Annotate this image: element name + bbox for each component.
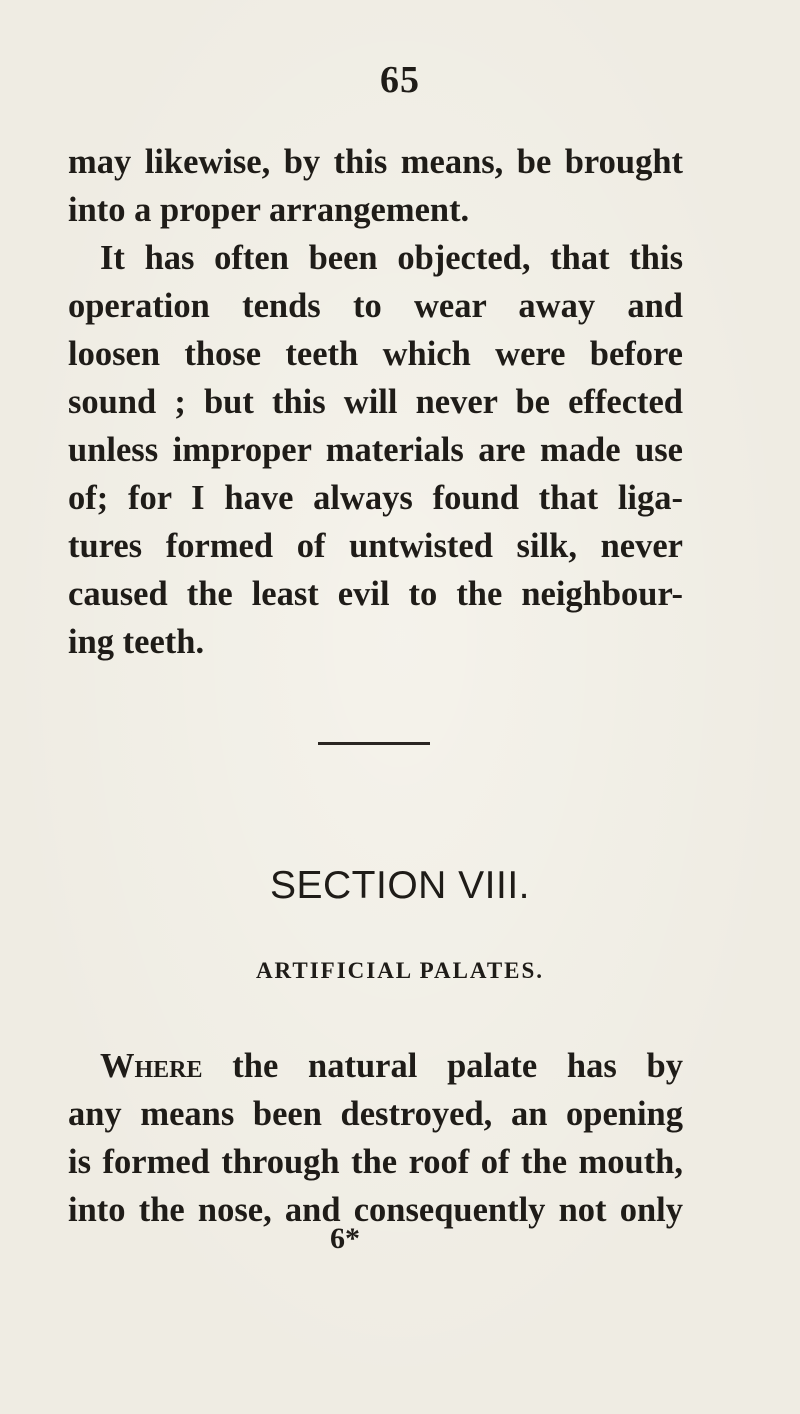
text-line: [100, 1046, 683, 1086]
page-number: 65: [380, 59, 420, 101]
text-line: tures formed of untwisted silk, never: [68, 527, 683, 565]
text-line: loosen those teeth which were before: [68, 335, 683, 373]
text-line: unless improper materials are made use: [68, 431, 683, 469]
text-line: may likewise, by this means, be brought: [68, 143, 683, 181]
section-title: SECTION VIII.: [269, 864, 531, 907]
text-line: is formed through the roof of the mouth,: [68, 1143, 683, 1181]
drop-word: Where: [100, 1047, 203, 1085]
text-line: into the nose, and consequently not only: [68, 1191, 683, 1229]
text-line: any means been destroyed, an opening: [68, 1095, 683, 1133]
text-line: into a proper arrangement.: [68, 191, 470, 229]
text-line: ing teeth.: [68, 623, 205, 661]
section-divider: [318, 742, 430, 745]
section-subtitle: ARTIFICIAL PALATES.: [255, 958, 545, 983]
text-line: sound ; but this will never be effected: [68, 383, 683, 421]
text-line: caused the least evil to the neighbour-: [68, 575, 683, 613]
text-line: It has often been objected, that this: [100, 239, 683, 277]
signature-mark: 6*: [330, 1222, 360, 1255]
text-line: of; for I have always found that liga-: [68, 479, 683, 517]
text-line-rest: the natural palate has by: [202, 1047, 683, 1085]
text-line: operation tends to wear away and: [68, 287, 683, 325]
